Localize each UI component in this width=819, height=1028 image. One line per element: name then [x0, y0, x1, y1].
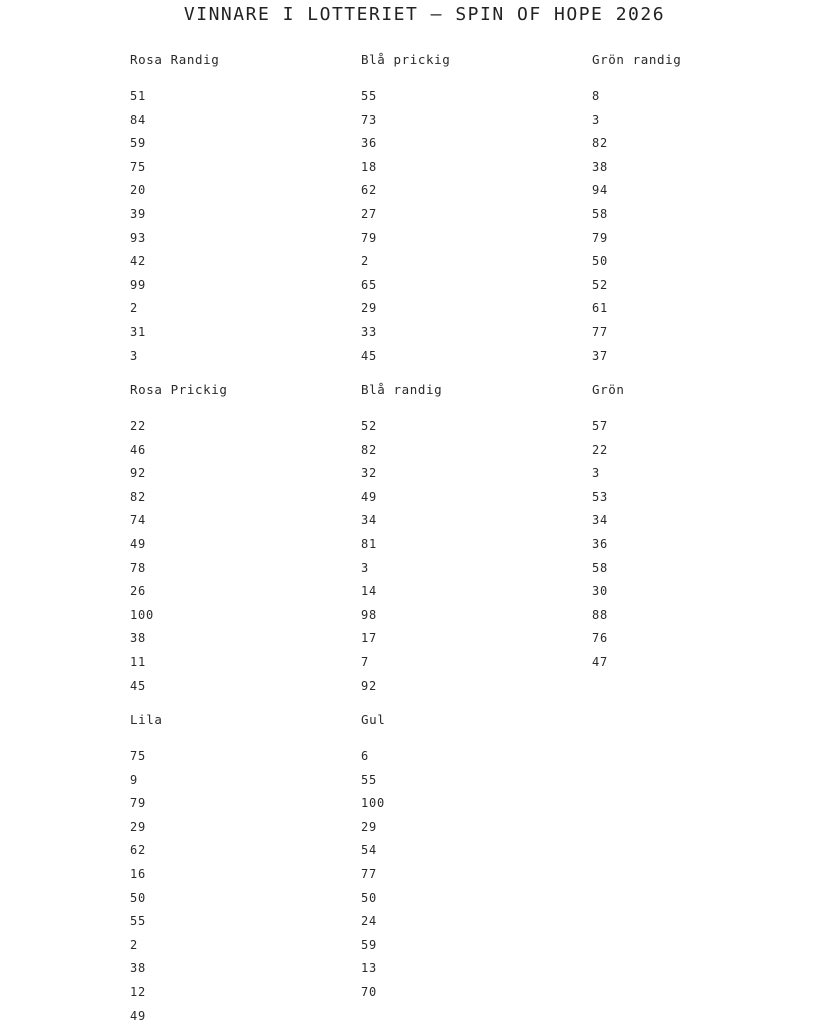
winning-number: 38 [130, 631, 147, 646]
winning-number: 100 [130, 607, 155, 622]
winning-number: 12 [130, 984, 147, 999]
winning-number: 54 [361, 843, 378, 858]
winning-number: 79 [130, 796, 147, 811]
winning-number: 49 [361, 489, 378, 504]
winning-number: 52 [592, 277, 609, 292]
winning-number: 45 [130, 678, 147, 693]
winning-number: 45 [361, 348, 378, 363]
winning-number: 92 [130, 466, 147, 481]
winning-number: 61 [592, 301, 609, 316]
winning-number: 13 [361, 961, 378, 976]
winning-number: 98 [361, 607, 378, 622]
winning-number: 65 [361, 277, 378, 292]
winning-number: 82 [361, 442, 378, 457]
winning-number: 59 [361, 937, 378, 952]
winning-number: 47 [592, 654, 609, 669]
winning-number: 2 [361, 254, 370, 269]
winning-number: 100 [361, 796, 386, 811]
group-heading: Rosa Randig [130, 52, 220, 67]
group-gul [361, 710, 561, 1005]
winning-number: 75 [130, 749, 147, 763]
winning-number: 7 [361, 654, 370, 669]
winning-number: 79 [592, 230, 609, 245]
group-heading: Grön [592, 382, 625, 397]
group-heading: Blå prickig [361, 52, 451, 67]
winning-number: 34 [361, 513, 378, 528]
winning-number: 49 [130, 1008, 147, 1023]
number-list [592, 85, 792, 368]
winning-number: 82 [592, 136, 609, 151]
group-bla-randig [361, 380, 561, 698]
winning-number: 70 [361, 984, 378, 999]
winning-number: 73 [361, 112, 378, 127]
winning-number: 36 [361, 136, 378, 151]
winning-number: 36 [592, 536, 609, 551]
winning-number: 53 [592, 489, 609, 504]
winning-number: 52 [361, 419, 378, 433]
winning-number: 38 [130, 961, 147, 976]
winning-number: 77 [592, 324, 609, 339]
winning-number: 55 [361, 772, 378, 787]
number-list [361, 745, 561, 1005]
group-gron [592, 380, 792, 675]
winning-number: 30 [592, 584, 609, 599]
winning-number: 42 [130, 254, 147, 269]
winning-number: 38 [592, 159, 609, 174]
winning-number: 22 [592, 442, 609, 457]
winning-number: 39 [130, 206, 147, 221]
group-rosa-randig [130, 50, 330, 368]
winning-number: 75 [130, 159, 147, 174]
winning-number: 11 [130, 654, 147, 669]
winning-number: 57 [592, 419, 609, 433]
winning-number: 62 [130, 843, 147, 858]
group-heading: Blå randig [361, 382, 443, 397]
winning-number: 78 [130, 560, 147, 575]
group-rosa-prickig [130, 380, 330, 698]
winning-number: 93 [130, 230, 147, 245]
winning-number: 77 [361, 866, 378, 881]
winning-number: 3 [130, 348, 139, 363]
winning-number: 34 [592, 513, 609, 528]
winning-number: 27 [361, 206, 378, 221]
winning-number: 6 [361, 749, 370, 763]
group-bla-prickig [361, 50, 561, 368]
winning-number: 3 [592, 112, 601, 127]
group-heading: Lila [130, 712, 163, 727]
winning-number: 9 [130, 772, 139, 787]
winning-number: 8 [592, 89, 601, 103]
group-lila [130, 710, 330, 1028]
winning-number: 37 [592, 348, 609, 363]
winning-number: 3 [361, 560, 370, 575]
winning-number: 46 [130, 442, 147, 457]
winning-number: 88 [592, 607, 609, 622]
number-list [592, 415, 792, 675]
winning-number: 20 [130, 183, 147, 198]
winning-number: 55 [361, 89, 378, 103]
winning-number: 33 [361, 324, 378, 339]
winning-number: 51 [130, 89, 147, 103]
winning-number: 18 [361, 159, 378, 174]
winning-number: 17 [361, 631, 378, 646]
winning-number: 58 [592, 206, 609, 221]
winning-number: 29 [361, 819, 378, 834]
winning-number: 14 [361, 584, 378, 599]
number-list [361, 85, 561, 368]
winning-number: 62 [361, 183, 378, 198]
winning-number: 49 [130, 536, 147, 551]
winning-number: 29 [130, 819, 147, 834]
winning-number: 81 [361, 536, 378, 551]
winning-number: 50 [130, 890, 147, 905]
winning-number: 58 [592, 560, 609, 575]
winning-number: 2 [130, 937, 139, 952]
group-heading: Rosa Prickig [130, 382, 228, 397]
winning-number: 2 [130, 301, 139, 316]
page-title: VINNARE I LOTTERIET – SPIN OF HOPE 2026 [183, 4, 666, 25]
winning-number: 50 [592, 254, 609, 269]
winning-number: 32 [361, 466, 378, 481]
winning-number: 3 [592, 466, 601, 481]
winning-number: 55 [130, 914, 147, 929]
winning-number: 94 [592, 183, 609, 198]
winning-number: 99 [130, 277, 147, 292]
group-heading: Grön randig [592, 52, 682, 67]
winning-number: 74 [130, 513, 147, 528]
winning-number: 59 [130, 136, 147, 151]
winning-number: 31 [130, 324, 147, 339]
winning-number: 16 [130, 866, 147, 881]
winning-number: 82 [130, 489, 147, 504]
group-gron-randig [592, 50, 792, 368]
winning-number: 84 [130, 112, 147, 127]
winning-number: 50 [361, 890, 378, 905]
group-heading: Gul [361, 712, 386, 727]
winning-number: 24 [361, 914, 378, 929]
winning-number: 79 [361, 230, 378, 245]
winning-number: 22 [130, 419, 147, 433]
winning-number: 92 [361, 678, 378, 693]
winning-number: 29 [361, 301, 378, 316]
number-list [361, 415, 561, 698]
number-list [130, 415, 330, 698]
number-list [130, 85, 330, 368]
winning-number: 76 [592, 631, 609, 646]
number-list [130, 745, 330, 1028]
winning-number: 26 [130, 584, 147, 599]
